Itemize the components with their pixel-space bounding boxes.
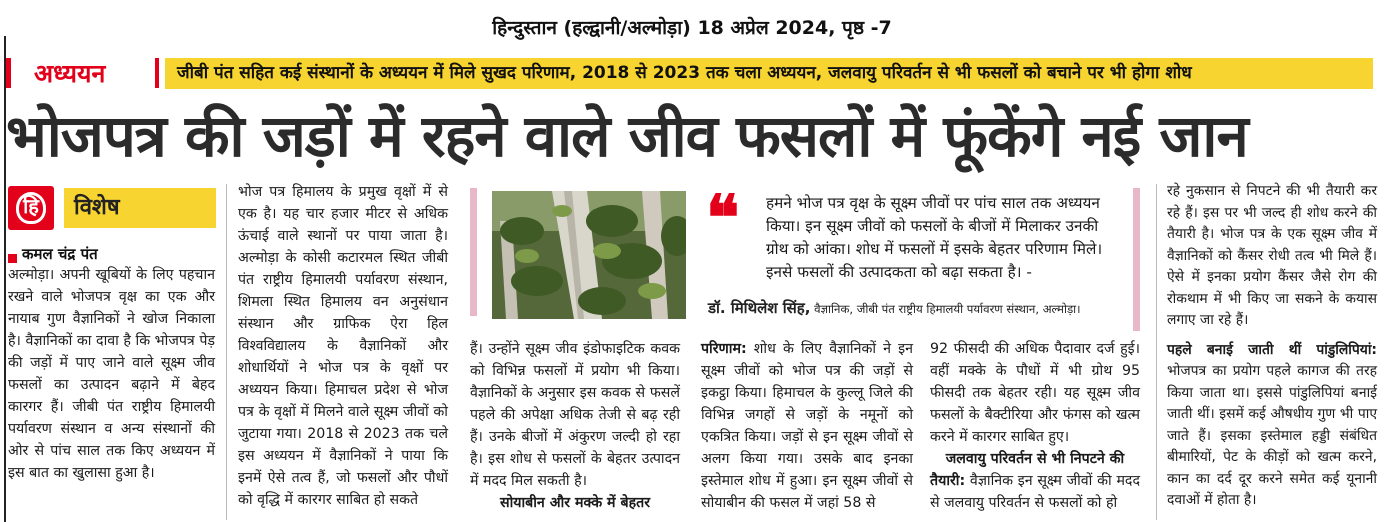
- column-divider: [1156, 184, 1157, 520]
- column-5-body: वैज्ञानिक इन सूक्ष्म जीवों की मदद से जलवायु परिवर्तन से फसलों को हो: [930, 473, 1140, 511]
- column-divider: [226, 184, 227, 520]
- column-3-text: हैं। उन्होंने सूक्ष्म जीव इंडोफाइटिक कवक को विभिन्न फसलों में प्रयोग भी किया। वैज्ञानिकों के अनुसार इस कवक से फसलें पहले की अपेक्षा अधिक तेजी से बढ़ रही हैं। उनके बीजों में अंकुरण जल्दी हो रहा है। इस शोध से फसलों के बेहतर उत्पादन में मदद मिल सकती है।: [470, 341, 680, 489]
- column-2: [238, 181, 448, 511]
- column-5-head: तैयारी:: [930, 473, 966, 489]
- column-6-head: पहले बनाई जाती थीं पांडुलिपियां:: [1167, 341, 1377, 358]
- column-4-text: [701, 338, 913, 514]
- photo-drawing: [492, 191, 686, 319]
- strap-headline: जीबी पंत सहित कई संस्थानों के अध्ययन में मिले सुखद परिणाम, 2018 से 2023 तक चला अध्ययन, जलवायु परिवर्तन से भी फसलों को बचाने पर भी होगा शोध: [165, 58, 1373, 89]
- photo-rule: [470, 188, 477, 316]
- byline: कमल चंद्र पंत: [22, 245, 98, 263]
- logo-glyph: हि: [23, 194, 39, 218]
- masthead: हिन्दुस्तान (हल्द्वानी/अल्मोड़ा) 18 अप्रेल 2024, पृष्ठ -7: [492, 17, 892, 39]
- column-6: [1167, 181, 1377, 512]
- column-6-text-b: [1167, 340, 1377, 512]
- column-1: [8, 264, 215, 484]
- quote-name: डॉ. मिथिलेश सिंह,: [708, 299, 811, 317]
- byline-mark: [8, 254, 17, 263]
- column-5: [930, 338, 1140, 514]
- quote-attribution: [708, 298, 1128, 318]
- column-6-body: भोजपत्र का प्रयोग पहले कागज की तरह किया जाता था। इससे पांडुलिपियां बनाई जाती थीं। इसमें कई औषधीय गुण भी पाए जाते हैं। इसका इस्तेमाल हड्डी संबंधित बीमारियों, पेट के कीड़ों को खत्म करने, कान का दर्द दूर करने समेत कई यूनानी दवाओं में होता है।: [1167, 363, 1377, 509]
- column-5-text: 92 फीसदी की अधिक पैदावार दर्ज हुई। वहीं मक्के के पौधों में भी ग्रोथ 95 फीसदी तक बेहतर रही। यह सूक्ष्म जीव फसलों के बैक्टीरिया और फंगस को खत्म करने में कारगर साबित हुए।: [930, 341, 1140, 445]
- column-5-subhead: जलवायु परिवर्तन से भी निपटने की: [945, 451, 1125, 467]
- column-5-text-b: [930, 470, 1140, 514]
- column-3: [470, 338, 680, 514]
- kicker-divider: [155, 58, 159, 88]
- bhojpatra-tree-photo: [492, 191, 686, 319]
- kicker-label: अध्ययन: [34, 59, 106, 88]
- main-headline: भोजपत्र की जड़ों में रहने वाले जीव फसलों में फूंकेंगे नई जान: [6, 102, 1248, 170]
- quote-title: वैज्ञानिक, जीबी पंत राष्ट्रीय हिमालयी पर्यावरण संस्थान, अल्मोड़ा।: [810, 302, 1081, 316]
- quote-rule: [1133, 188, 1140, 331]
- column-2-text: भोज पत्र हिमालय के प्रमुख वृक्षों में से एक है। यह चार हजार मीटर से अधिक ऊंचाई वाले स्थानों पर पाया जाता है। अल्मोड़ा के कोसी कटारमल स्थित जीबी पंत राष्ट्रीय हिमालयी पर्यावरण संस्थान, शिमला स्थित हिमालय वन अनुसंधान संस्थान और ग्राफिक ऐरा हिल विश्वविद्यालय के वैज्ञानिकों और शोधार्थियों ने भोज पत्र के वृक्षों पर अध्ययन किया। हिमाचल प्रदेश से भोज पत्र के वृक्षों में मिलने वाले सूक्ष्म जीवों को जुटाया गया। 2018 से 2023 तक चले इस अध्ययन में वैज्ञानिकों ने पाया कि इनमें ऐसे तत्व हैं, जो फसलों और पौधों को वृद्धि में कारगर साबित हो सकते: [238, 184, 448, 508]
- column-4-body: शोध के लिए वैज्ञानिकों ने इन सूक्ष्म जीवों को भोज पत्र की जड़ों से इकट्ठा किया। हिमाचल के कुल्लू जिले की विभिन्न जगहों से जड़ों के नमूनों को एकत्रित किया। जड़ों से इन सूक्ष्म जीवों से अलग किया गया। उसके बाद इनका इस्तेमाल शोध में हुआ। इन सूक्ष्म जीवों से सोयाबीन की फसल में जहां 58 से: [701, 341, 913, 511]
- quote-icon: ❝: [706, 181, 740, 254]
- kicker-mark: [6, 58, 11, 88]
- column-3-subhead: सोयाबीन और मक्के में बेहतर: [499, 495, 650, 511]
- column-4-head: परिणाम:: [701, 341, 747, 357]
- column-1-text: अल्मोड़ा। अपनी खूबियों के लिए पहचान रखने वाले भोजपत्र वृक्ष का एक और नायाब गुण वैज्ञानिकों ने खोज निकाला है। वैज्ञानिकों का दावा है कि भोजपत्र पेड़ की जड़ों में पाए जाने वाले सूक्ष्म जीव फसलों का उत्पादन बढ़ाने में बेहद कारगर हैं। जीबी पंत राष्ट्रीय हिमालयी पर्यावरण संस्थान व अन्य संस्थानों की ओर से पांच साल तक किए अध्ययन में इस बात का खुलासा हुआ है।: [8, 267, 215, 481]
- column-4: [701, 338, 913, 514]
- column-6-text: रहे नुकसान से निपटने की भी तैयारी कर रहे हैं। इस पर भी जल्द ही शोध करने की तैयारी है। भोज पत्र के एक सूक्ष्म जीव में वैज्ञानिकों को कैंसर रोधी तत्व भी मिले हैं। ऐसे में इनका प्रयोग कैंसर जैसे रोग की रोकथाम में भी किए जा सकने के कयास लगाए जा रहे हैं।: [1167, 183, 1377, 329]
- hindustan-logo-icon: [8, 186, 54, 230]
- section-label: विशेष: [64, 188, 216, 228]
- quote-text: हमने भोज पत्र वृक्ष के सूक्ष्म जीवों पर पांच साल तक अध्ययन किया। इन सूक्ष्म जीवों को फसलों के बीजों में मिलाकर उनकी ग्रोथ को आंका। शोध में फसलों में इसके बेहतर परिणाम मिले। इनसे फसलों की उत्पादकता को बढ़ा सकता है। -: [766, 194, 1103, 281]
